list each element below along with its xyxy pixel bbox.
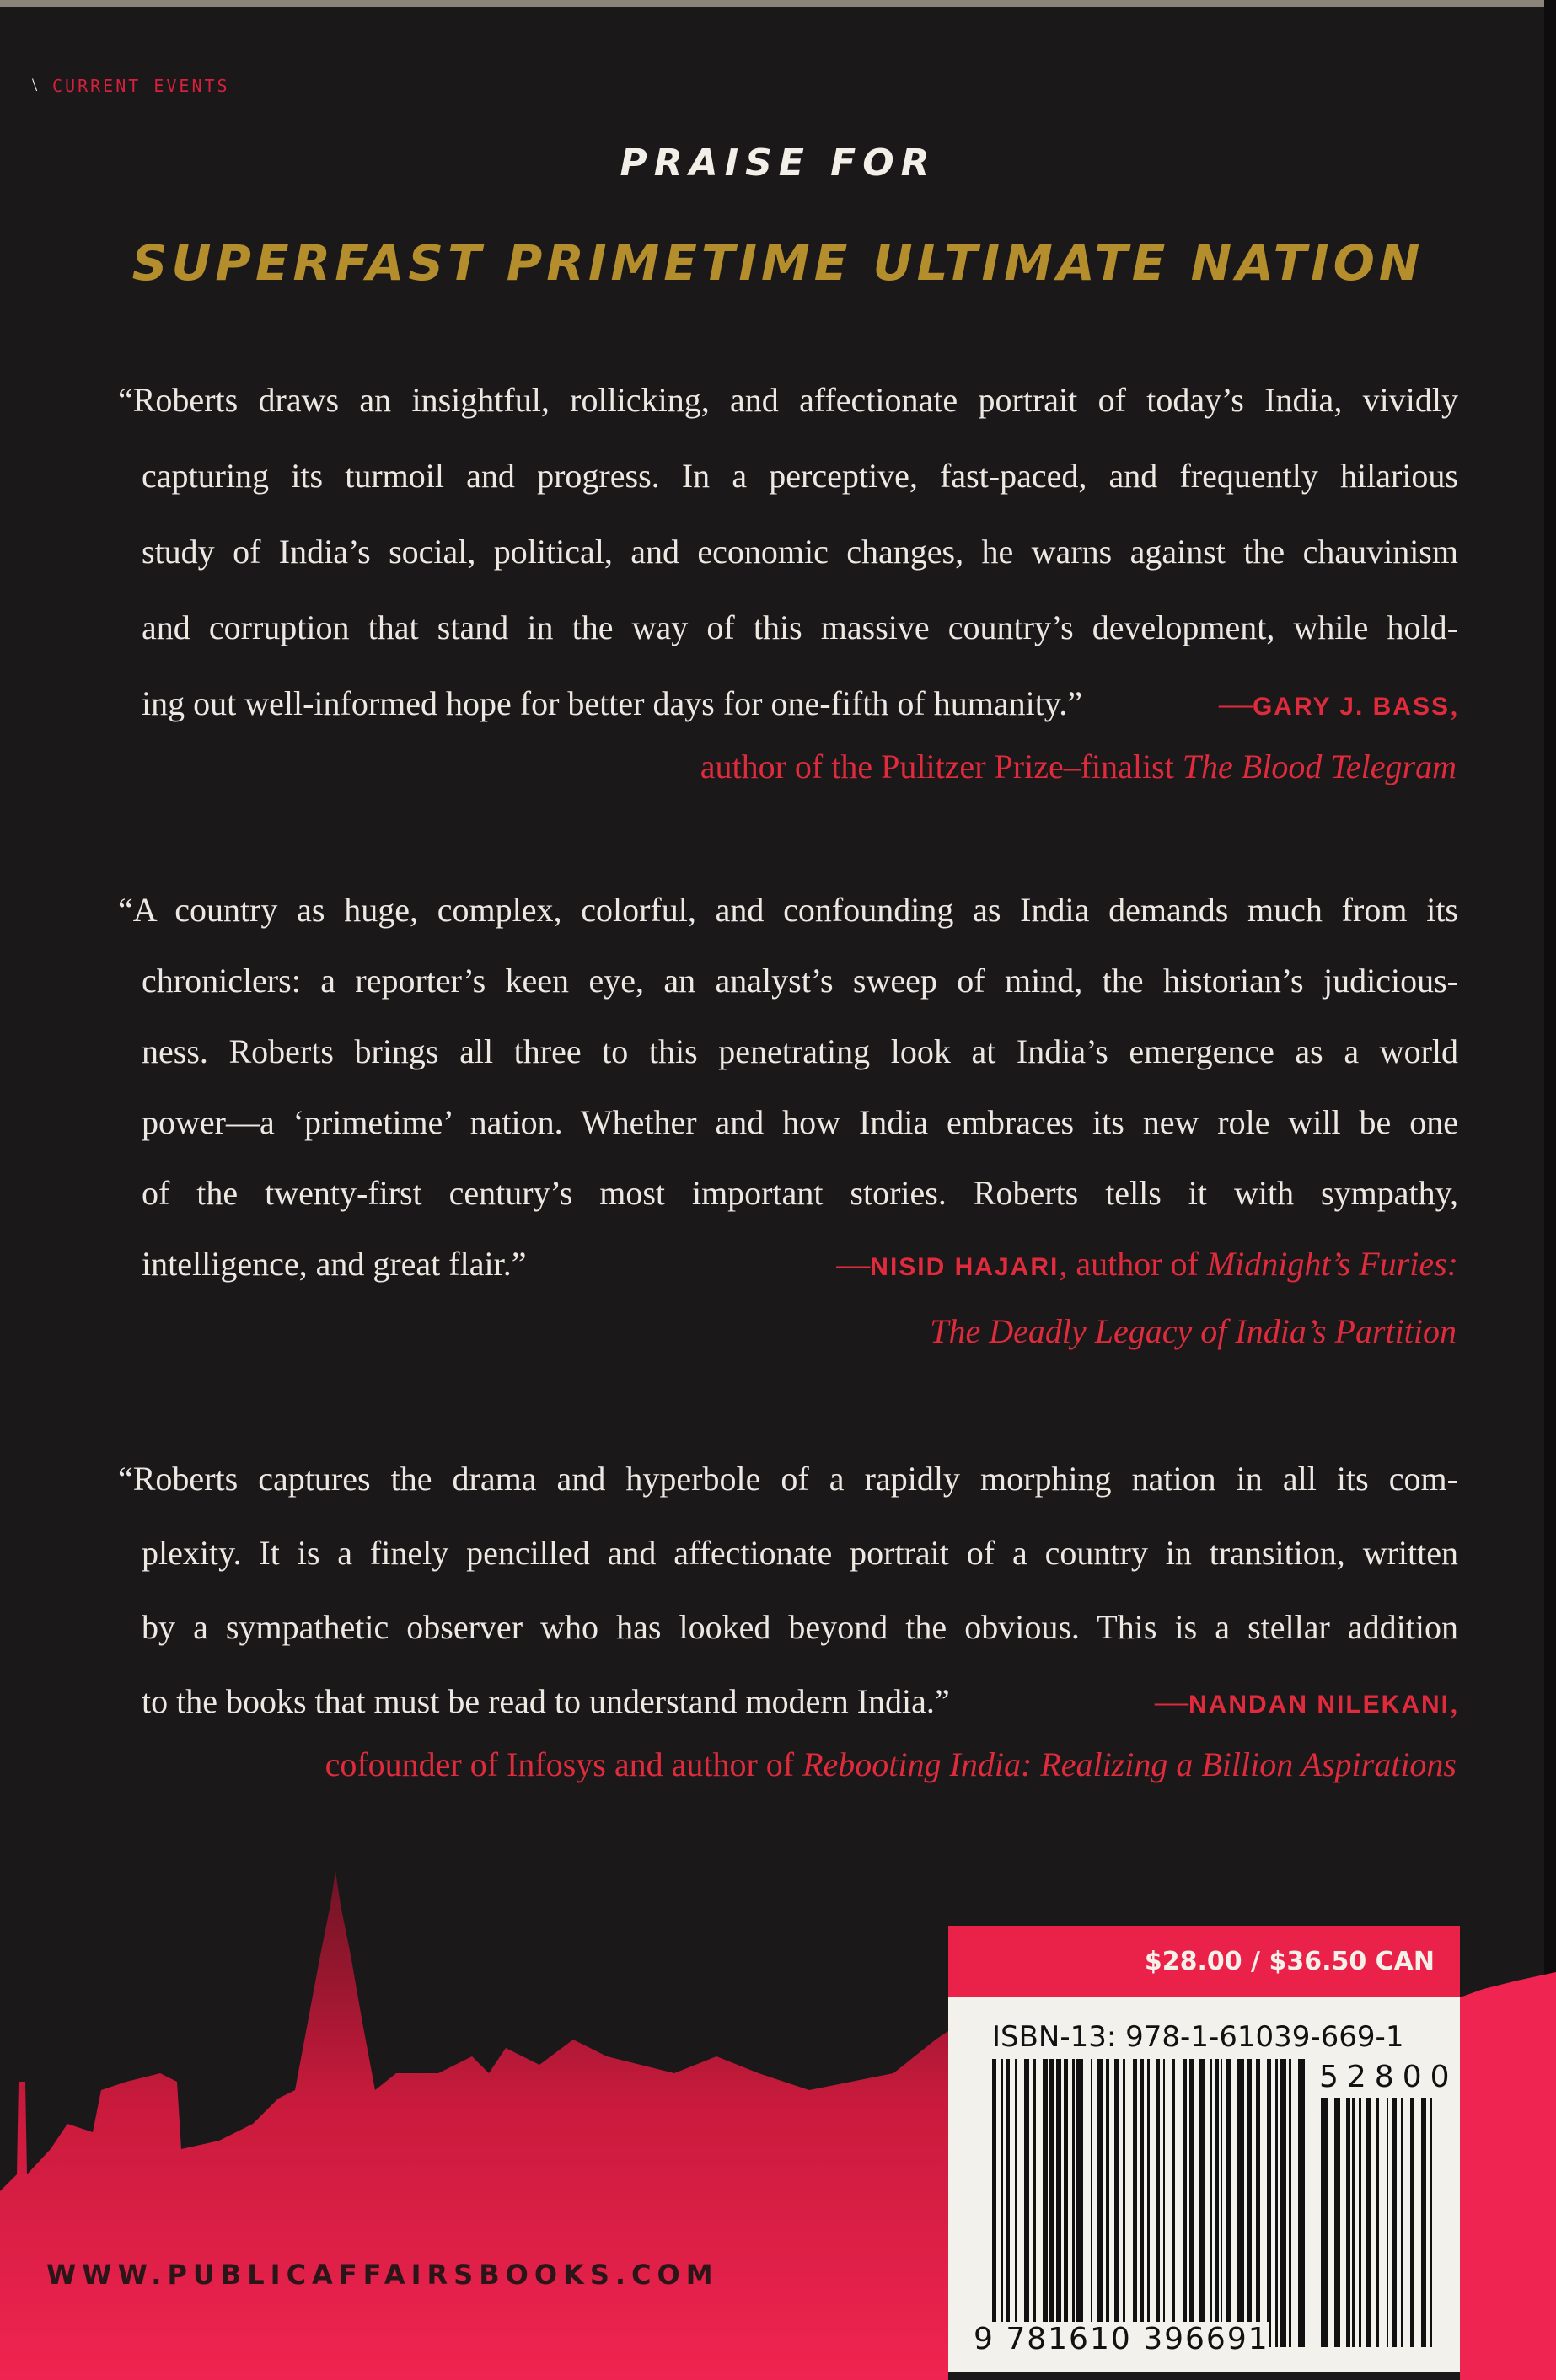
barcode-bar	[1289, 2059, 1291, 2347]
barcode-bar	[1033, 2059, 1036, 2347]
barcode-bar	[1043, 2059, 1048, 2347]
barcode-bar	[1097, 2059, 1103, 2347]
barcode-bar	[1346, 2098, 1350, 2347]
blurb-line: ness. Roberts brings all three to this penetrating look at India’s emergence as a world	[142, 1032, 1458, 1070]
barcode-bar	[1210, 2059, 1212, 2347]
barcode-bar	[1275, 2059, 1278, 2347]
barcode-bar	[1298, 2059, 1305, 2347]
barcode-bar	[1267, 2059, 1271, 2347]
blurb-line-text: intelligence, and great flair.”	[142, 1245, 527, 1283]
barcode-bar	[1280, 2059, 1286, 2347]
barcode-bar	[1106, 2059, 1109, 2347]
barcode-bar	[1410, 2098, 1414, 2347]
barcode-bar	[1247, 2059, 1252, 2347]
blurb-line: “A country as huge, complex, colorful, and confounding as India demands much from its	[118, 891, 1458, 929]
barcode-bar	[1401, 2098, 1403, 2347]
dash: —	[1218, 684, 1253, 722]
blurb-3	[118, 1442, 1458, 1739]
barcode-bar	[1226, 2059, 1231, 2347]
attribution-name: GARY J. BASS	[1252, 693, 1450, 721]
blurb-line: of the twenty-first century’s most important stories. Roberts tells it with sympathy,	[142, 1174, 1458, 1212]
barcode-bar	[1352, 2098, 1355, 2347]
blurb-line: chroniclers: a reporter’s keen eye, an analyst’s sweep of mind, the historian’s judicious-	[142, 962, 1458, 1000]
barcode-bar	[1147, 2059, 1150, 2347]
attribution-credit	[700, 742, 1457, 792]
barcode	[948, 1926, 1460, 2372]
blurb-line-text: ing out well-informed hope for better days for one-fifth of humanity.”	[142, 684, 1082, 722]
barcode-bar	[1215, 2059, 1219, 2347]
attribution-name: NANDAN NILEKANI	[1188, 1691, 1450, 1718]
price-label: $28.00 / $36.50 CAN	[948, 1926, 1460, 1997]
blurb-line: by a sympathetic observer who has looked beyond the obvious. This is a stellar addition	[142, 1608, 1458, 1646]
barcode-bar	[1183, 2059, 1187, 2347]
blurb-2	[118, 875, 1458, 1300]
barcode-bar	[1334, 2098, 1340, 2347]
dash: —	[1155, 1682, 1188, 1720]
barcode-bar	[1321, 2098, 1328, 2347]
credit-text: cofounder of Infosys and author of	[325, 1745, 803, 1783]
praise-heading: PRAISE FOR	[620, 142, 936, 185]
scan-mark: \	[32, 74, 38, 95]
dash: —	[836, 1245, 871, 1283]
attribution-credit	[325, 1739, 1457, 1790]
barcode-bar	[1049, 2059, 1054, 2347]
blurb-line	[118, 666, 1458, 742]
blurb-1	[118, 362, 1458, 742]
isbn-label: ISBN-13: 978-1-61039-669-1	[992, 2020, 1404, 2054]
barcode-bar	[1072, 2059, 1075, 2347]
credit-book-title: The Blood Telegram	[1182, 748, 1457, 785]
blurb-line: capturing its turmoil and progress. In a perceptive, fast-paced, and frequently hilarious	[142, 457, 1458, 495]
attribution-credit	[930, 1306, 1457, 1357]
price-code: 52800	[1319, 2060, 1458, 2094]
credit-text: author of the Pulitzer Prize–finalist	[700, 748, 1183, 785]
barcode-digits: 9 781610 396691	[974, 2322, 1269, 2356]
credit-book-subtitle: The Deadly Legacy of India’s Partition	[930, 1312, 1457, 1350]
blurb-line: “Roberts draws an insightful, rollicking, and affectionate portrait of today’s India, vividly	[118, 381, 1458, 419]
barcode-bar	[1024, 2059, 1029, 2347]
barcode-bar	[1366, 2098, 1371, 2347]
blurb-line	[118, 1664, 1458, 1739]
barcode-bar	[1001, 2059, 1003, 2347]
blurb-line: plexity. It is a finely pencilled and affectionate portrait of a country in transition, written	[142, 1534, 1458, 1572]
attribution-name: NISID HAJARI	[870, 1253, 1060, 1281]
barcode-bar	[1392, 2098, 1397, 2347]
credit-text: author of	[1067, 1245, 1207, 1283]
blurb-line: study of India’s social, political, and economic changes, he warns against the chauvinism	[142, 533, 1458, 571]
barcode-bar	[1156, 2059, 1160, 2347]
barcode-bar	[1123, 2059, 1125, 2347]
barcode-bar	[1056, 2059, 1061, 2347]
barcode-bar	[1421, 2098, 1426, 2347]
barcode-bar	[1064, 2059, 1068, 2347]
comma: ,	[1059, 1245, 1068, 1283]
barcode-bar	[1376, 2098, 1379, 2347]
barcode-bar	[1015, 2059, 1017, 2347]
barcode-bar	[1133, 2059, 1137, 2347]
barcode-bar	[1430, 2098, 1432, 2347]
price-barcode-box	[948, 1926, 1460, 2372]
barcode-bar	[1076, 2059, 1083, 2347]
barcode-bar	[1163, 2059, 1165, 2347]
barcode-bar	[1256, 2059, 1260, 2347]
credit-book-title: Rebooting India: Realizing a Billion Aspirations	[802, 1745, 1457, 1783]
comma: ,	[1450, 684, 1458, 722]
barcode-bar	[1387, 2098, 1388, 2347]
barcode-bar	[1172, 2059, 1175, 2347]
barcode-bar	[1221, 2059, 1222, 2347]
barcode-bar	[1091, 2059, 1092, 2347]
publisher-url[interactable]: WWW.PUBLICAFFAIRSBOOKS.COM	[46, 2259, 719, 2291]
barcode-bar	[1189, 2059, 1194, 2347]
barcode-bar	[1114, 2059, 1119, 2347]
barcode-bar	[1237, 2059, 1244, 2347]
blurb-line: power—a ‘primetime’ nation. Whether and how India embraces its new role will be one	[142, 1103, 1458, 1141]
scan-edge	[0, 0, 1556, 7]
credit-book-title: Midnight’s Furies:	[1206, 1245, 1458, 1283]
blurb-line: and corruption that stand in the way of this massive country’s development, while hold-	[142, 608, 1458, 646]
category-label: CURRENT EVENTS	[52, 76, 230, 96]
barcode-bar	[1199, 2059, 1205, 2347]
blurb-line-text: to the books that must be read to understand modern India.”	[142, 1682, 950, 1720]
blurb-line	[118, 1229, 1458, 1300]
barcode-bar	[992, 2059, 996, 2347]
barcode-bar	[1140, 2059, 1144, 2347]
blurb-line: “Roberts captures the drama and hyperbole of a rapidly morphing nation in all its com-	[118, 1460, 1458, 1498]
barcode-bar	[1006, 2059, 1010, 2347]
barcode-bar	[1359, 2098, 1361, 2347]
book-title: SUPERFAST PRIMETIME ULTIMATE NATION	[131, 234, 1425, 292]
comma: ,	[1450, 1682, 1458, 1720]
